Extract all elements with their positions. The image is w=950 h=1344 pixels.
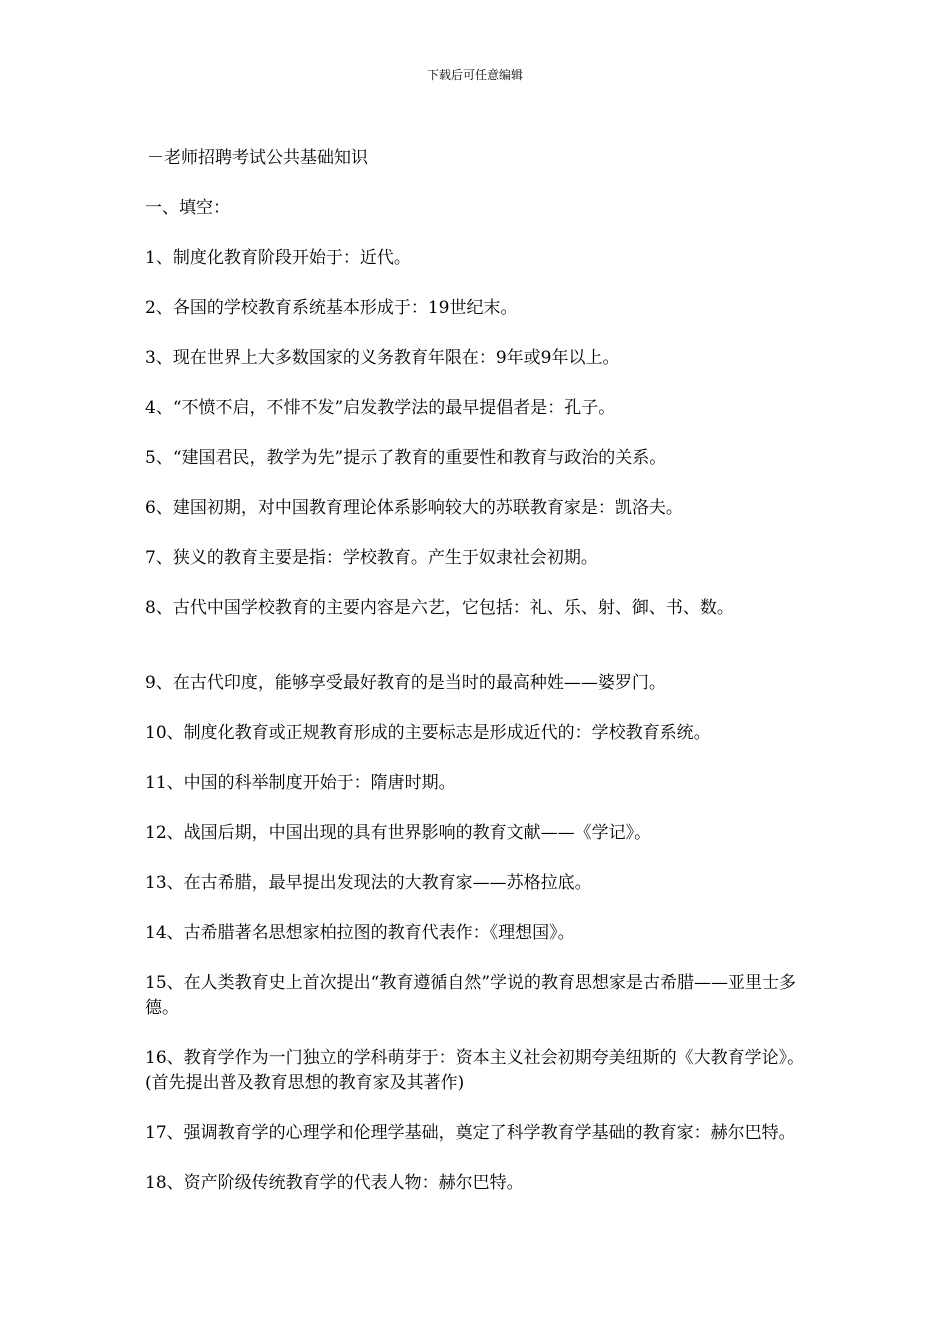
document-body	[145, 146, 805, 1221]
list-item: 15、在人类教育史上首次提出“教育遵循自然”学说的教育思想家是古希腊——亚里士多德。	[145, 973, 797, 1018]
document-title: －老师招聘考试公共基础知识	[147, 148, 368, 168]
list-item: 2、各国的学校教育系统基本形成于：19世纪末。	[145, 298, 518, 318]
list-item: 12、战国后期，中国出现的具有世界影响的教育文献——《学记》。	[145, 823, 652, 843]
list-item: 5、“建国君民，教学为先”提示了教育的重要性和教育与政治的关系。	[145, 448, 667, 468]
page-header: 下载后可任意编辑	[426, 68, 523, 82]
list-item: 8、古代中国学校教育的主要内容是六艺，它包括：礼、乐、射、御、书、数。	[145, 598, 734, 618]
list-item: 18、资产阶级传统教育学的代表人物：赫尔巴特。	[145, 1173, 524, 1193]
list-item: 11、中国的科举制度开始于：隋唐时期。	[145, 773, 456, 793]
list-item: 4、“不愤不启，不悱不发”启发教学法的最早提倡者是：孔子。	[145, 398, 616, 418]
list-item: 7、狭义的教育主要是指：学校教育。产生于奴隶社会初期。	[145, 548, 598, 568]
list-item: 16、教育学作为一门独立的学科萌芽于：资本主义社会初期夸美纽斯的《大教育学论》。(首先提出普及教育思想的教育家及其著作)	[145, 1048, 805, 1093]
list-item: 14、古希腊著名思想家柏拉图的教育代表作：《理想国》。	[145, 923, 575, 943]
list-item: 3、现在世界上大多数国家的义务教育年限在：9年或9年以上。	[145, 348, 620, 368]
list-item: 9、在古代印度，能够享受最好教育的是当时的最高种姓——婆罗门。	[145, 673, 666, 693]
list-item: 13、在古希腊，最早提出发现法的大教育家——苏格拉底。	[145, 873, 592, 893]
list-item: 10、制度化教育或正规教育形成的主要标志是形成近代的：学校教育系统。	[145, 723, 711, 743]
list-item: 6、建国初期，对中国教育理论体系影响较大的苏联教育家是：凯洛夫。	[145, 498, 683, 518]
list-item: 1、制度化教育阶段开始于：近代。	[145, 248, 411, 268]
section-heading: 一、填空：	[145, 198, 230, 218]
list-item: 17、强调教育学的心理学和伦理学基础，奠定了科学教育学基础的教育家：赫尔巴特。	[145, 1123, 796, 1143]
